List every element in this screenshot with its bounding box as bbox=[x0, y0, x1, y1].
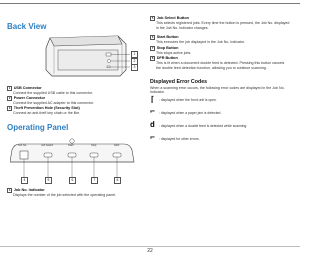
panel-item-8 bbox=[150, 56, 290, 70]
callout-2: 2 bbox=[131, 58, 138, 65]
item-description: Displays the number of the job selected with the operating panel. bbox=[13, 193, 117, 198]
item-number: 4 bbox=[8, 189, 11, 192]
item-description: Connect an anti-theft key chain or the like. bbox=[13, 111, 81, 116]
error-code-desc: : displayed when a paper jam is detected. bbox=[159, 111, 222, 115]
item-heading: USB Connector bbox=[13, 86, 42, 90]
error-code-glyph: ⌐ bbox=[150, 133, 155, 142]
item-heading: Power Connector bbox=[13, 96, 46, 100]
error-code-desc: : displayed when the front unit is open. bbox=[159, 98, 217, 102]
panel-label-stop: Stop bbox=[91, 144, 97, 147]
item-heading: Start Button bbox=[156, 35, 179, 39]
item-number: 7 bbox=[151, 47, 154, 50]
item-description: This is lit when a document double feed is detected. Pressing this button cancels the double feed detection function, allowing you to continue scanning. bbox=[156, 61, 285, 70]
page-number: 22 bbox=[147, 248, 153, 254]
error-code-glyph: ⌐ bbox=[150, 107, 155, 116]
item-heading: Stop Button bbox=[156, 46, 179, 50]
item-description: This executes the job displayed in the Job No. Indicator. bbox=[156, 40, 245, 45]
error-code-glyph: ⌈ bbox=[150, 95, 155, 104]
item-description: This stops active jobs. bbox=[156, 51, 192, 56]
item-number: 3 bbox=[8, 107, 11, 110]
error-codes-intro: When a scanning error occurs, the following error codes are displayed in the Job No. Indicator. bbox=[150, 86, 285, 95]
error-code-desc: : displayed for other errors. bbox=[159, 137, 200, 141]
panel-label-job-no: Job No. bbox=[18, 144, 27, 147]
item-description: Connect the supplied USB cable to this connector. bbox=[13, 91, 93, 96]
callout-1: 1 bbox=[131, 51, 138, 58]
item-number: 5 bbox=[151, 17, 154, 20]
callout-5: 5 bbox=[45, 177, 52, 184]
panel-label-job-select: Job Select bbox=[41, 144, 54, 147]
back-item-1 bbox=[7, 86, 145, 96]
scanner-back-illustration bbox=[40, 34, 140, 80]
callout-6: 6 bbox=[69, 177, 76, 184]
error-codes-title: Displayed Error Codes bbox=[150, 79, 208, 85]
callout-8: 8 bbox=[114, 177, 121, 184]
panel-label-dfr: DFR bbox=[114, 144, 120, 147]
back-item-2 bbox=[7, 96, 145, 106]
item-number: 6 bbox=[151, 36, 154, 39]
item-number: 2 bbox=[8, 97, 11, 100]
callout-3: 3 bbox=[131, 64, 138, 71]
operating-panel-title: Operating Panel bbox=[7, 123, 69, 132]
item-description: This selects registered jobs. Every time the button is pressed, the Job No. displayed in the Job No. Indicator changes. bbox=[156, 21, 290, 30]
top-rule bbox=[0, 3, 300, 4]
panel-item-4 bbox=[7, 188, 145, 198]
error-code-glyph: d bbox=[150, 120, 155, 129]
panel-item-7 bbox=[150, 46, 290, 56]
callout-4: 4 bbox=[21, 177, 28, 184]
callout-7: 7 bbox=[91, 177, 98, 184]
back-view-title: Back View bbox=[7, 22, 47, 31]
item-number: 1 bbox=[8, 87, 11, 90]
item-heading: DFR Button bbox=[156, 56, 178, 60]
panel-item-5 bbox=[150, 16, 290, 30]
item-heading: Job No. Indicator bbox=[13, 188, 45, 192]
item-heading: Job Select Button bbox=[156, 16, 189, 20]
item-heading: Theft Prevention Hole (Security Slot) bbox=[13, 106, 80, 110]
panel-item-6 bbox=[150, 35, 290, 45]
item-description: Connect the supplied AC adapter to this connector. bbox=[13, 101, 94, 106]
item-number: 8 bbox=[151, 57, 154, 60]
back-item-3 bbox=[7, 106, 145, 116]
error-code-desc: : displayed when a double feed is detected while scanning. bbox=[159, 124, 248, 128]
panel-label-start: Start bbox=[68, 144, 74, 147]
bottom-rule bbox=[0, 246, 300, 247]
